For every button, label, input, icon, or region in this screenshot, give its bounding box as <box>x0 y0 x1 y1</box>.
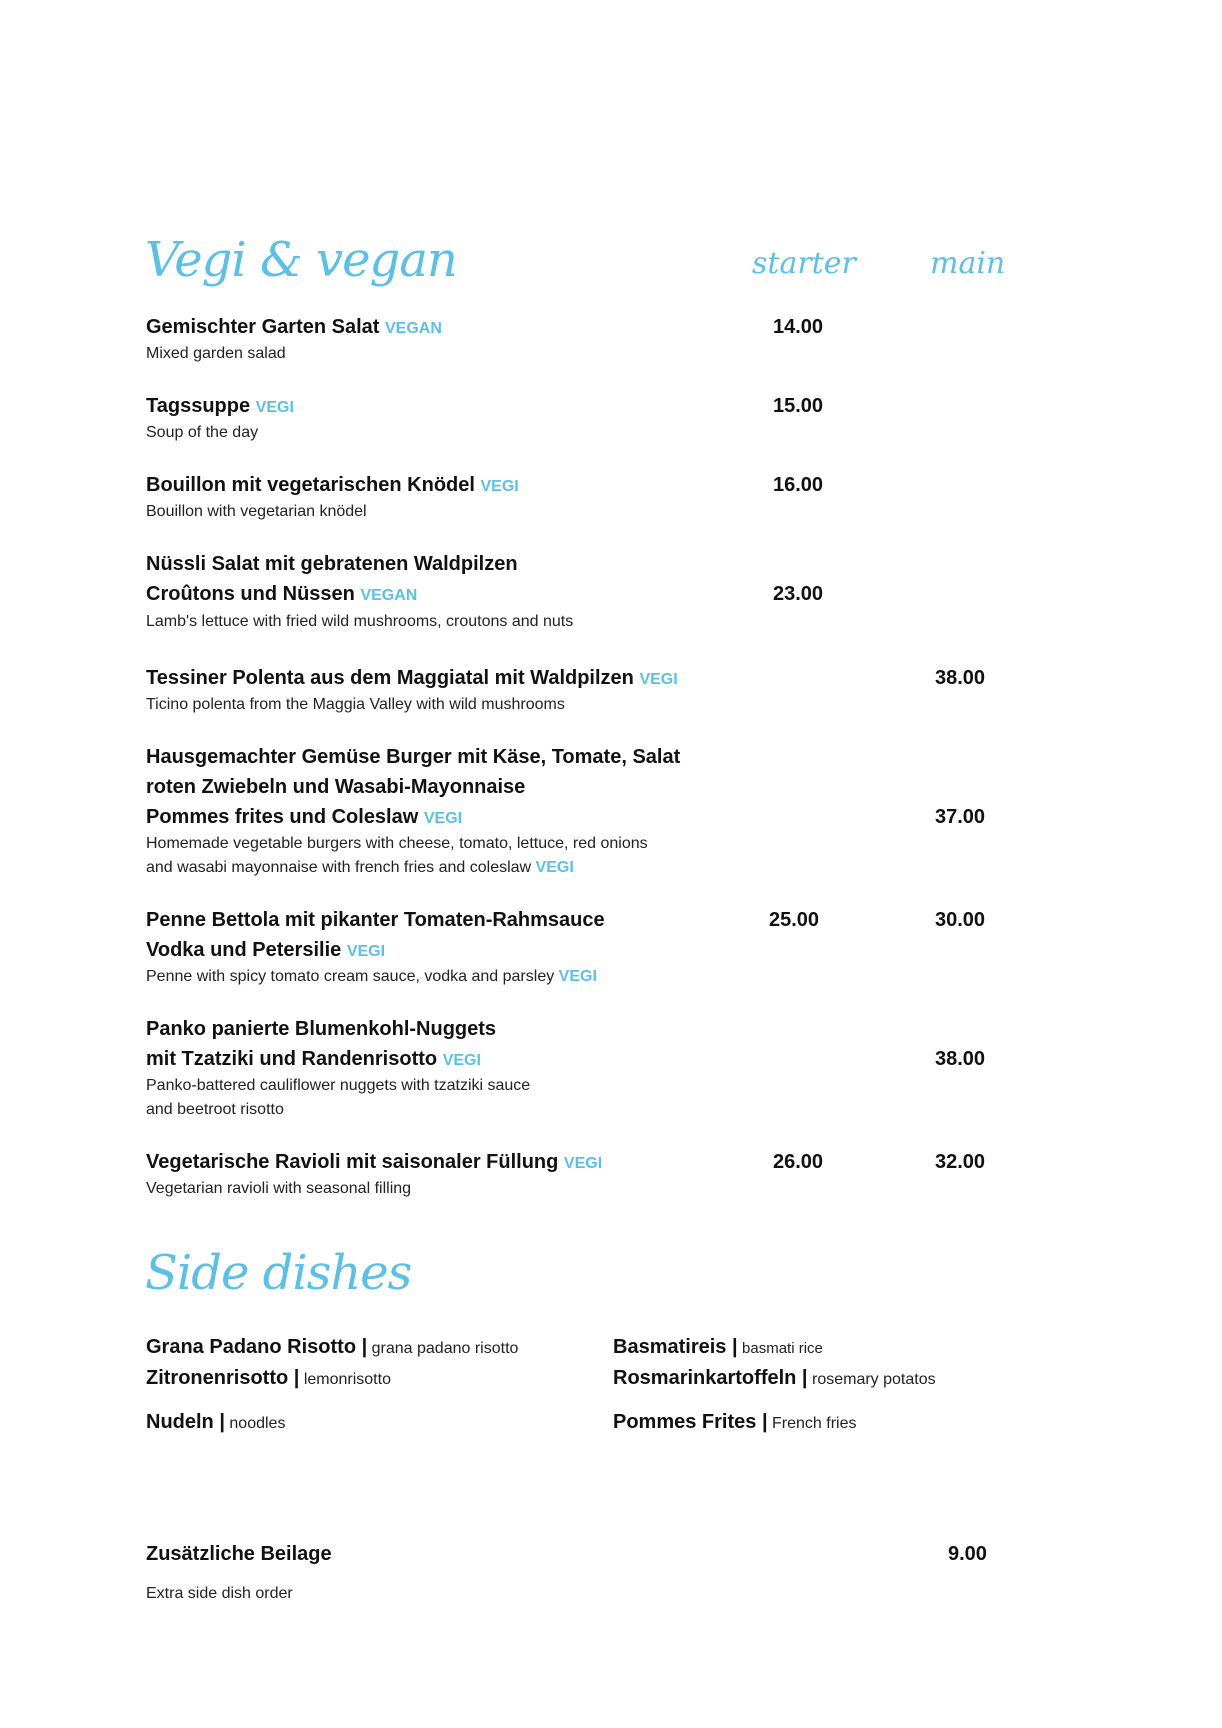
menu-item-description: Lamb's lettuce with fried wild mushrooms, croutons and nuts <box>146 613 574 630</box>
main-price: 30.00 <box>935 909 986 931</box>
menu-item-description: Mixed garden salad <box>146 345 286 362</box>
vegan-tag: VEGAN <box>385 320 442 337</box>
vegi-tag: VEGI <box>346 943 386 960</box>
vegi-tag: VEGI <box>423 810 463 827</box>
menu-item-name: Tessiner Polenta aus dem Maggiatal mit Waldpilzen VEGI <box>146 667 678 689</box>
menu-item-name: mit Tzatziki und Randenrisotto VEGI <box>146 1048 481 1070</box>
menu-item-description: Soup of the day <box>146 424 259 441</box>
side-dish-item: Nudeln | noodles <box>146 1411 286 1433</box>
menu-item-description: Bouillon with vegetarian knödel <box>146 503 367 520</box>
menu-item-description: Panko-battered cauliflower nuggets with tzatziki sauce <box>146 1077 531 1094</box>
menu-item-description: and beetroot risotto <box>146 1101 284 1118</box>
extra-side-name: Zusätzliche Beilage <box>146 1543 332 1565</box>
side-dish-item: Grana Padano Risotto | grana padano risotto <box>146 1336 519 1358</box>
main-price: 38.00 <box>935 1048 986 1070</box>
section-title: Vegi & vegan <box>145 232 457 288</box>
menu-item-description: Ticino polenta from the Maggia Valley with wild mushrooms <box>146 696 565 713</box>
menu-item-name: Panko panierte Blumenkohl-Nuggets <box>146 1018 497 1040</box>
side-dishes-title: Side dishes <box>145 1245 412 1301</box>
menu-item-name: Pommes frites und Coleslaw VEGI <box>146 806 463 828</box>
menu-item-name: Croûtons und Nüssen VEGAN <box>146 583 418 605</box>
vegi-tag: VEGI <box>639 671 678 688</box>
vegi-tag: VEGI <box>442 1052 481 1069</box>
vegi-tag: VEGI <box>255 399 294 416</box>
menu-item-description: Homemade vegetable burgers with cheese, tomato, lettuce, red onions <box>146 835 648 852</box>
starter-price: 23.00 <box>773 583 824 605</box>
column-header-starter: starter <box>752 246 856 281</box>
starter-price: 15.00 <box>773 395 824 417</box>
menu-item-name: Nüssli Salat mit gebratenen Waldpilzen <box>146 553 518 575</box>
vegi-tag: VEGI <box>535 859 574 876</box>
side-dish-item: Rosmarinkartoffeln | rosemary potatos <box>613 1367 936 1389</box>
main-price: 38.00 <box>935 667 986 689</box>
menu-item-description: Penne with spicy tomato cream sauce, vodka and parsley VEGI <box>146 968 597 985</box>
menu-item-name: Tagssuppe VEGI <box>146 395 294 417</box>
starter-price: 25.00 <box>769 909 820 931</box>
column-header-main: main <box>930 246 1006 281</box>
menu-item-name: Penne Bettola mit pikanter Tomaten-Rahmsauce <box>146 909 605 931</box>
main-price: 32.00 <box>935 1151 986 1173</box>
menu-item-description: and wasabi mayonnaise with french fries and coleslaw VEGI <box>146 859 574 876</box>
vegi-tag: VEGI <box>563 1155 603 1172</box>
menu-item-name: Vegetarische Ravioli mit saisonaler Füllung VEGI <box>146 1151 603 1173</box>
menu-item-name: roten Zwiebeln und Wasabi-Mayonnaise <box>146 776 526 798</box>
starter-price: 14.00 <box>773 316 824 338</box>
menu-item-name: Bouillon mit vegetarischen Knödel VEGI <box>146 474 519 496</box>
starter-price: 16.00 <box>773 474 824 496</box>
menu-item-description: Vegetarian ravioli with seasonal filling <box>146 1180 412 1197</box>
main-price: 37.00 <box>935 806 986 828</box>
side-dish-item: Zitronenrisotto | lemonrisotto <box>146 1367 391 1389</box>
menu-item-name: Gemischter Garten Salat VEGAN <box>146 316 442 338</box>
extra-side-description: Extra side dish order <box>146 1585 293 1602</box>
menu-item-name: Hausgemachter Gemüse Burger mit Käse, Tomate, Salat <box>146 746 681 768</box>
extra-side-price: 9.00 <box>948 1543 987 1565</box>
side-dish-item: Basmatireis | basmati rice <box>613 1336 823 1358</box>
vegi-tag: VEGI <box>480 478 519 495</box>
side-dish-item: Pommes Frites | French fries <box>613 1411 857 1433</box>
starter-price: 26.00 <box>773 1151 824 1173</box>
menu-item-name: Vodka und Petersilie VEGI <box>146 939 386 961</box>
vegi-tag: VEGI <box>558 968 597 985</box>
vegan-tag: VEGAN <box>360 587 418 604</box>
